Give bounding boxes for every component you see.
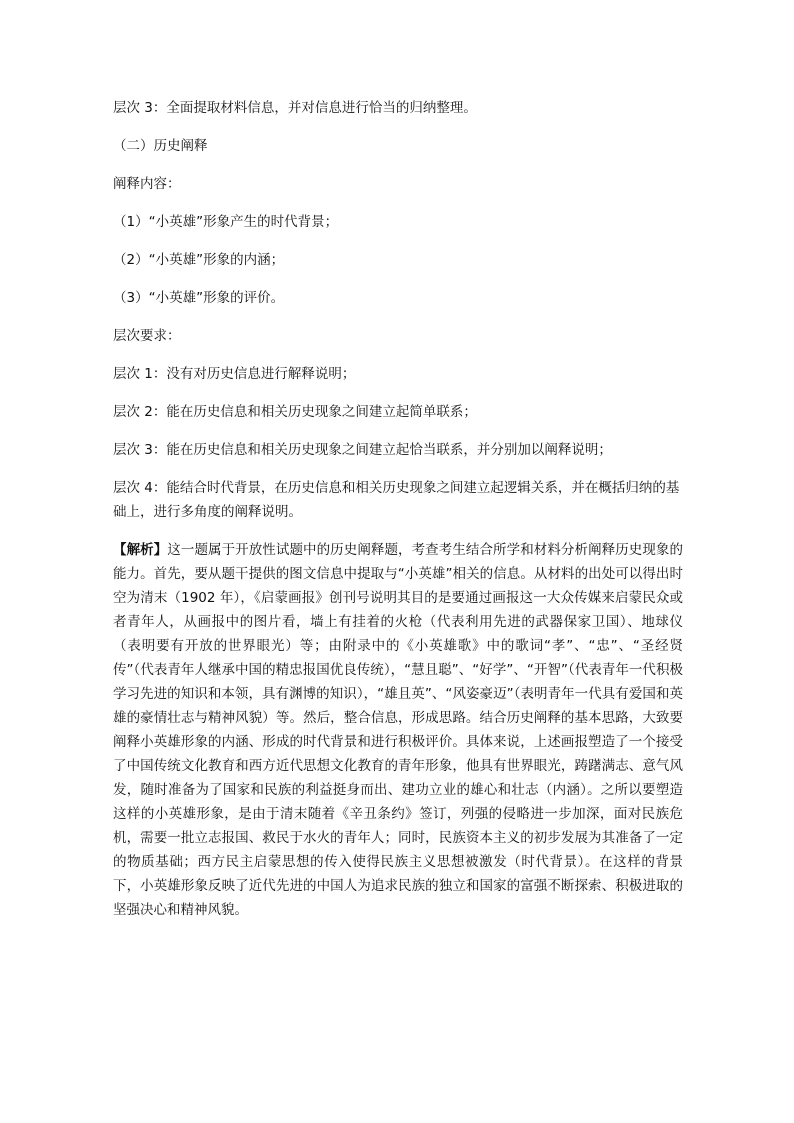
content-item-3: （3）“小英雄”形象的评价。 — [113, 290, 285, 306]
content-item-2: （2）“小英雄”形象的内涵； — [113, 252, 285, 268]
document-page — [113, 96, 683, 922]
level-4: 层次 4：能结合时代背景，在历史信息和相关历史现象之间建立起逻辑关系，并在概括归纳的基础上，进行多角度的阐释说明。 — [113, 480, 680, 520]
analysis-text: 这一题属于开放性试题中的历史阐释题，考查考生结合所学和材料分析阐释历史现象的能力。首先，要从题干提供的图文信息中提取与“小英雄”相关的信息。从材料的出处可以得出时空为清末（1902 年），《启蒙画报》创刊号说明其目的是要通过画报这一大众传媒来启蒙民众或者青年人，从画报中的图片看，墙上有挂着的火枪（代表利用先进的武器保家卫国）、地球仪（表明要有开放的世界眼光）等；由附录中的《小英雄歌》中的歌词“孝”、“忠”、“圣经贤传”（代表青年人继承中国的精忠报国优良传统），“慧且聪”、“好学”、“开智”（代表青年一代积极学习先进的知识和本领，具有渊博的知识），“雄且英”、“风姿豪迈”（表明青年一代具有爱国和英雄的豪情壮志与精神风貌）等。然后，整合信息，形成思路。结合历史阐释的基本思路，大致要阐释小英雄形象的内涵、形成的时代背景和进行积极评价。具体来说，上述画报塑造了一个接受了中国传统文化教育和西方近代思想文化教育的青年形象，他具有世界眼光，踌躇满志、意气风发，随时准备为了国家和民族的利益挺身而出、建功立业的雄心和壮志（内涵）。之所以要塑造这样的小英雄形象，是由于清末随着《辛丑条约》签订，列强的侵略进一步加深，面对民族危机，需要一批立志报国、救民于水火的青年人；同时，民族资本主义的初步发展为其准备了一定的物质基础；西方民主启蒙思想的传入使得民族主义思想被激发（时代背景）。在这样的背景下，小英雄形象反映了近代先进的中国人为追求民族的独立和国家的富强不断探索、积极进取的坚强决心和精神风貌。 — [113, 542, 684, 918]
level-3-extraction: 层次 3：全面提取材料信息，并对信息进行恰当的归纳整理。 — [113, 100, 477, 116]
analysis-tag: 【解析】 — [113, 542, 168, 558]
interpretation-content-label: 阐释内容： — [113, 176, 181, 192]
section-heading: （二）历史阐释 — [113, 138, 208, 154]
analysis-paragraph — [113, 538, 683, 922]
content-item-1: （1）“小英雄”形象产生的时代背景； — [113, 214, 339, 230]
level-1: 层次 1：没有对历史信息进行解释说明； — [113, 366, 356, 382]
level-requirements-label: 层次要求： — [113, 328, 181, 344]
level-3: 层次 3：能在历史信息和相关历史现象之间建立起恰当联系，并分别加以阐释说明； — [113, 442, 612, 458]
level-2: 层次 2：能在历史信息和相关历史现象之间建立起简单联系； — [113, 404, 477, 420]
